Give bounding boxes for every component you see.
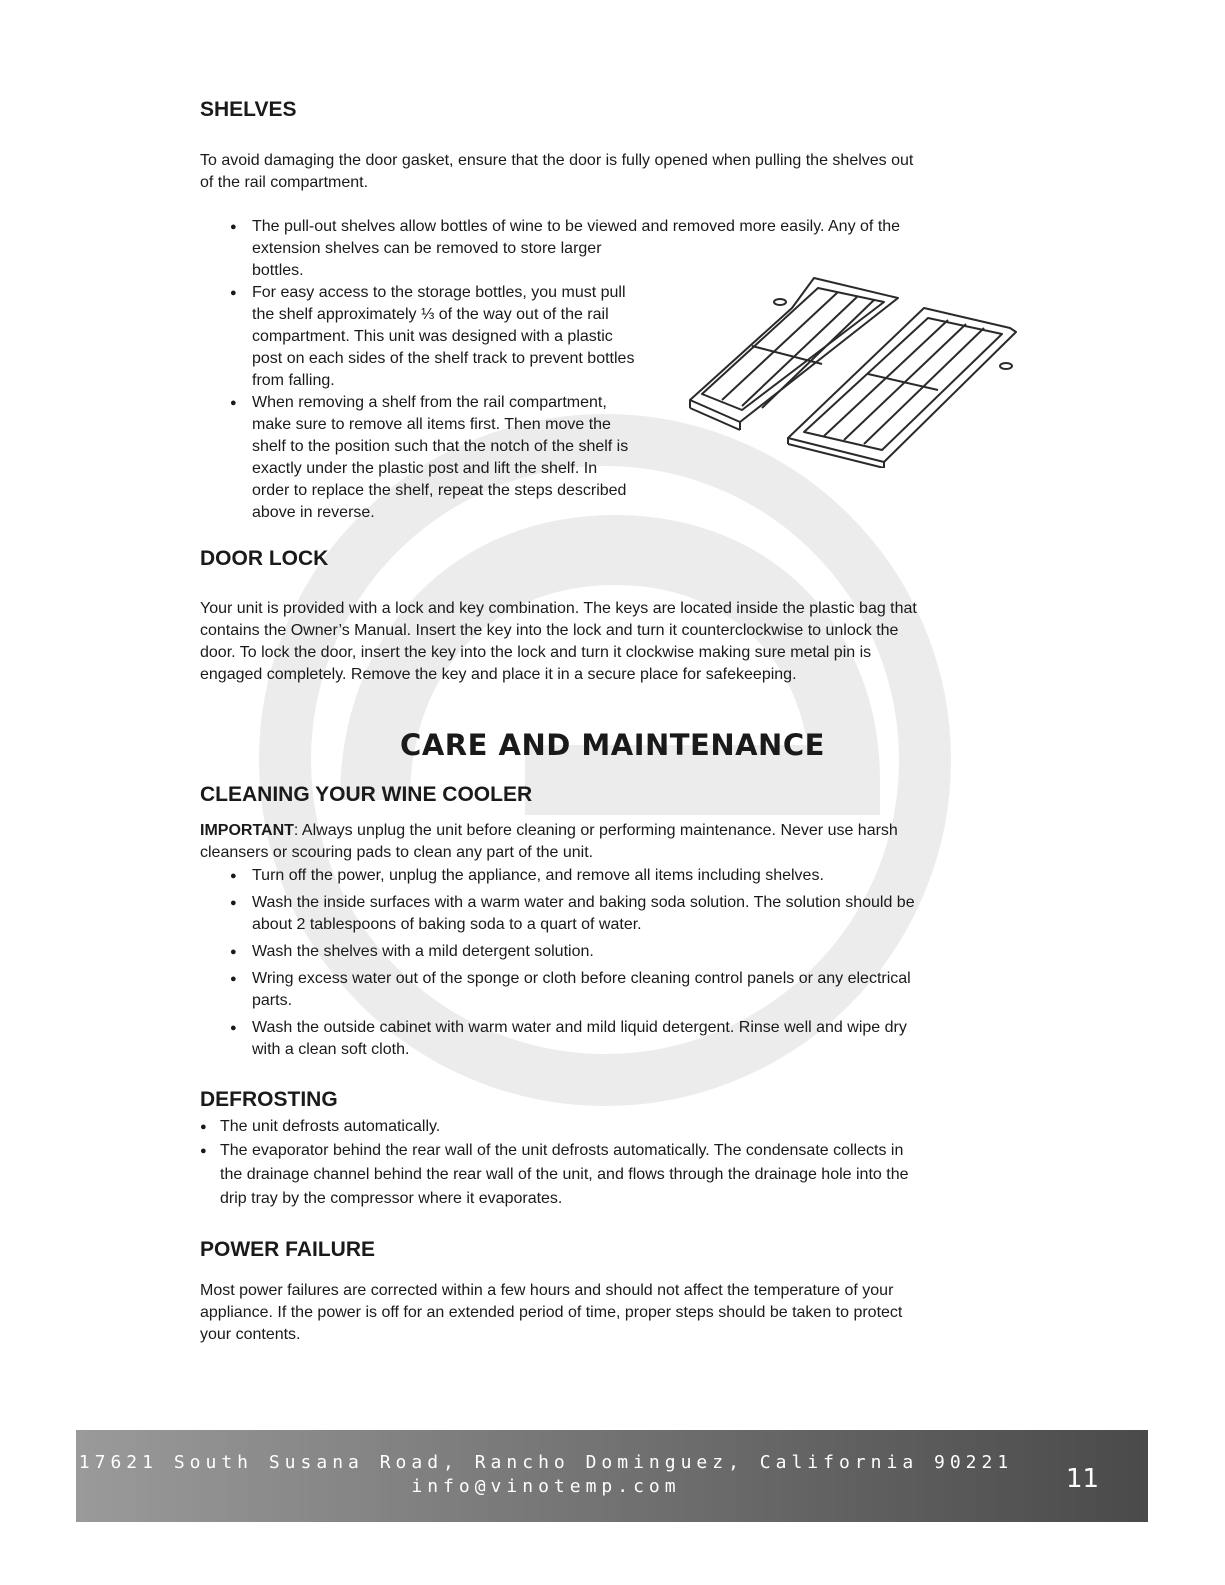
list-item: ● The unit defrosts automatically. [200, 1115, 1020, 1139]
defrosting-heading: DEFROSTING [200, 1088, 338, 1111]
list-item: ● The pull-out shelves allow bottles of wine to be viewed and removed more easily. Any of the extension shelves can be removed to store larger bottles. [230, 216, 990, 282]
list-item: ● Wash the inside surfaces with a warm water and baking soda solution. The solution should be about 2 tablespoons of baking soda to a quart of water. [230, 892, 1020, 936]
list-item: ● Wash the shelves with a mild detergent solution. [230, 941, 1020, 963]
shelves-heading: SHELVES [200, 98, 297, 121]
list-item: ● The evaporator behind the rear wall of the unit defrosts automatically. The condensate collects in the drainage channel behind the rear wall of the unit, and flows through the drainage hole into the drip tray by the compressor where it evaporates. [200, 1139, 1020, 1211]
care-maintenance-title: CARE AND MAINTENANCE [400, 728, 825, 762]
list-item: ● Wring excess water out of the sponge or cloth before cleaning control panels or any electrical parts. [230, 968, 1020, 1012]
footer-bar [76, 1430, 1148, 1522]
pull-out-shelves-illustration [688, 272, 1028, 468]
door-lock-heading: DOOR LOCK [200, 547, 329, 570]
cleaning-bullets [230, 865, 1020, 1061]
power-failure-text: Most power failures are corrected within a few hours and should not affect the temperature of your appliance. If the power is off for an extended period of time, proper steps should be taken to protect your contents. [200, 1282, 903, 1343]
important-label: IMPORTANT [200, 822, 294, 839]
footer-email[interactable]: info@vinotemp.com [411, 1476, 681, 1497]
power-failure-heading: POWER FAILURE [200, 1238, 376, 1261]
list-item: ● Wash the outside cabinet with warm water and mild liquid detergent. Rinse well and wipe dry with a clean soft cloth. [230, 1017, 1020, 1061]
door-lock-text: Your unit is provided with a lock and key combination. The keys are located inside the plastic bag that contains the Owner’s Manual. Insert the key into the lock and turn it counterclockwise to unlock the door. To lock the door, insert the key into the lock and turn it clockwise making sure metal pin is engaged completely. Remove the key and place it in a secure place for safekeeping. [200, 600, 917, 683]
defrosting-bullets [200, 1115, 1020, 1211]
list-item: ● When removing a shelf from the rail compartment, make sure to remove all items first. Then move the shelf to the position such that the notch of the shelf is exactly under the plastic post and lift the shelf. In order to replace the shelf, repeat the steps described above in reverse. [230, 392, 990, 524]
right-shelf [788, 308, 1016, 468]
list-item: ● For easy access to the storage bottles, you must pull the shelf approximately ⅓ of the way out of the rail compartment. This unit was designed with a plastic post on each sides of the shelf track to prevent bottles from falling. [230, 282, 990, 392]
left-shelf [690, 278, 898, 430]
list-item: ● Turn off the power, unplug the appliance, and remove all items including shelves. [230, 865, 1020, 887]
footer-address: 17621 South Susana Road, Rancho Dominguez, California 90221 [78, 1452, 1014, 1473]
cleaning-heading: CLEANING YOUR WINE COOLER [200, 783, 533, 806]
page-number: 11 [1066, 1464, 1100, 1494]
cleaning-important: IMPORTANT: Always unplug the unit before cleaning or performing maintenance. Never use harsh cleansers or scouring pads to clean any part of the unit. [200, 822, 898, 861]
shelves-intro: To avoid damaging the door gasket, ensure that the door is fully opened when pulling the shelves out of the rail compartment. [200, 152, 914, 191]
